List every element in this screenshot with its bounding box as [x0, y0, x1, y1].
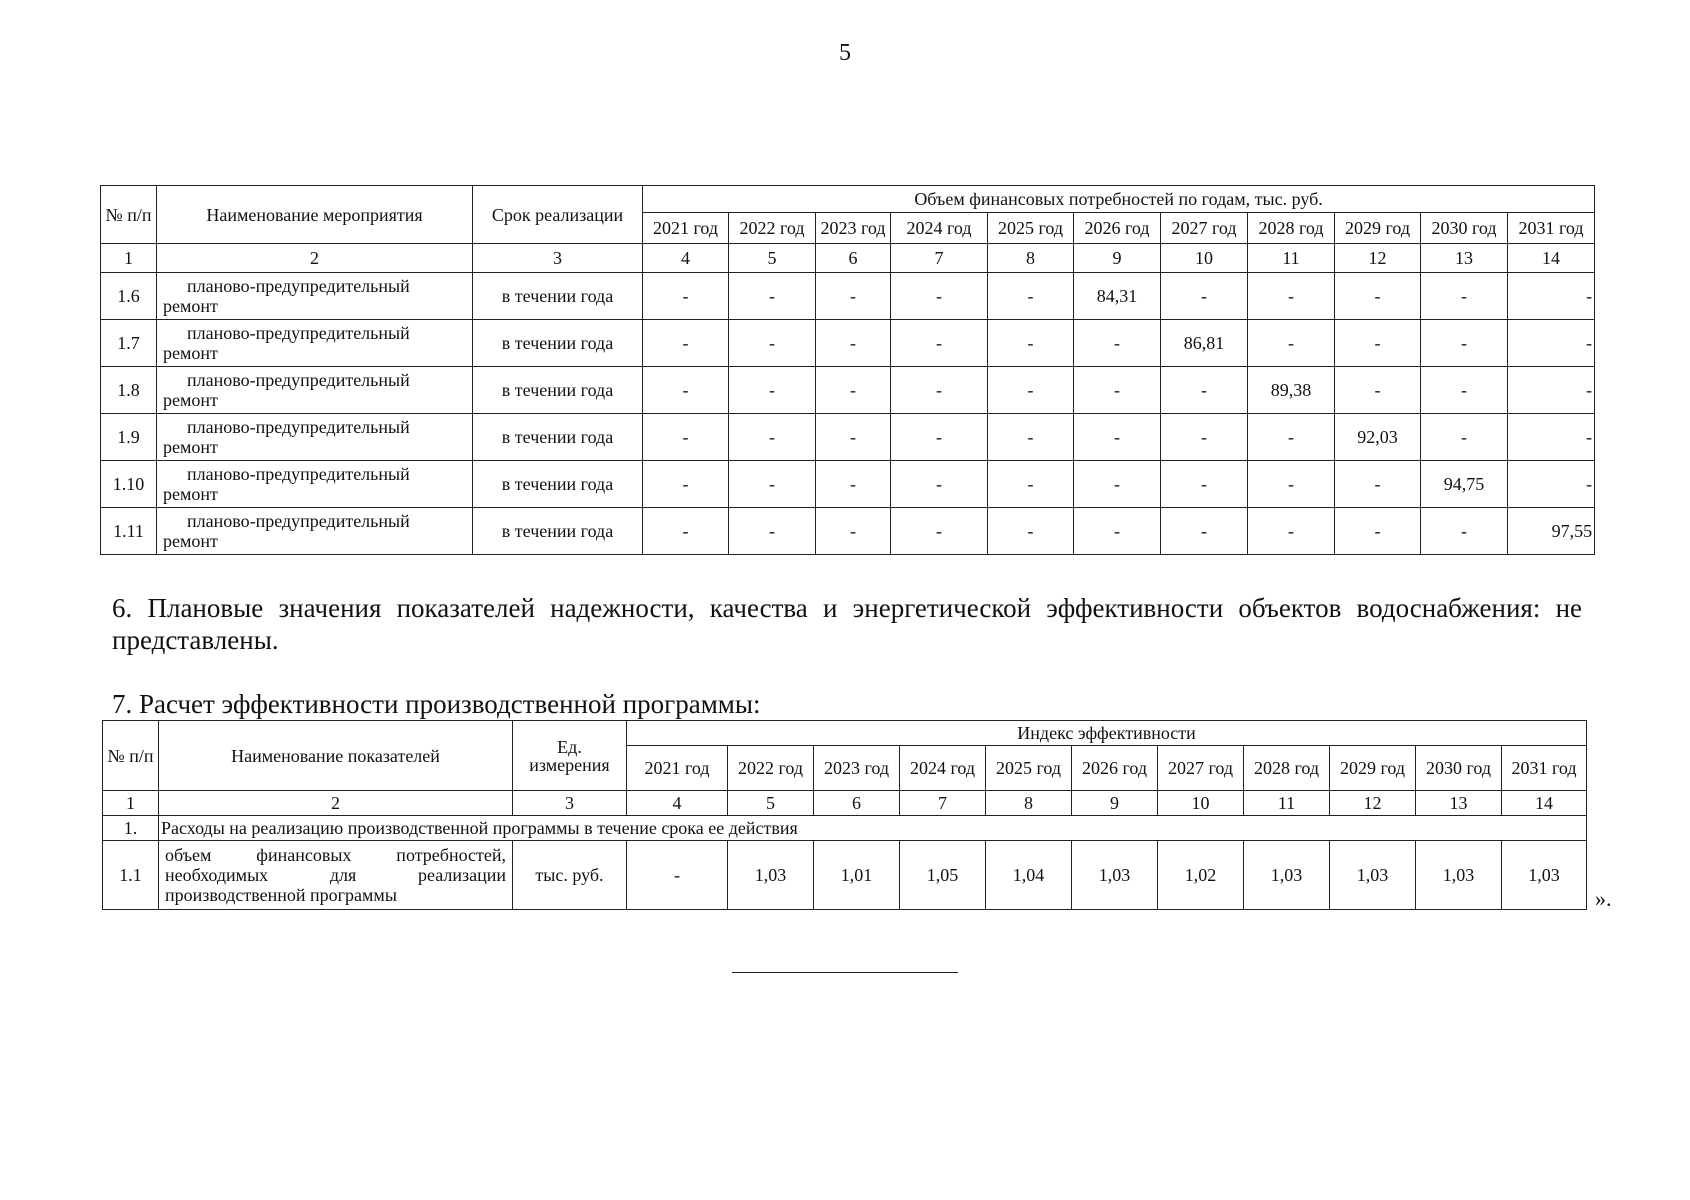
row-num: 1.8 — [101, 367, 157, 414]
value-cell: 1,03 — [728, 841, 814, 910]
year-header: 2021 год — [643, 213, 729, 244]
column-number: 6 — [814, 791, 900, 816]
closing-quote-mark: ». — [1595, 886, 1612, 911]
year-header: 2022 год — [729, 213, 816, 244]
year-header: 2024 год — [900, 746, 986, 791]
value-cell: - — [1161, 508, 1248, 555]
row-term: в течении года — [473, 414, 643, 461]
row-name — [157, 320, 473, 367]
year-header: 2028 год — [1248, 213, 1335, 244]
header-name: Наименование показателей — [159, 721, 513, 791]
value-cell: 1,03 — [1502, 841, 1587, 910]
value-cell: - — [643, 320, 729, 367]
column-number: 2 — [159, 791, 513, 816]
value-cell: 1,03 — [1072, 841, 1158, 910]
value-cell: - — [891, 320, 988, 367]
row-name-line: необходимых для реализации — [165, 865, 506, 885]
value-cell: - — [891, 508, 988, 555]
row-name — [157, 414, 473, 461]
row-term: в течении года — [473, 508, 643, 555]
row-name-line: ремонт — [163, 296, 218, 316]
column-number: 8 — [988, 244, 1074, 273]
row-num: 1.10 — [101, 461, 157, 508]
value-cell: - — [627, 841, 728, 910]
value-cell: - — [643, 367, 729, 414]
value-cell: - — [816, 461, 891, 508]
row-term: в течении года — [473, 367, 643, 414]
table-row — [101, 508, 1595, 555]
value-cell: 1,03 — [1244, 841, 1330, 910]
column-number: 6 — [816, 244, 891, 273]
row-num: 1.9 — [101, 414, 157, 461]
year-header: 2025 год — [986, 746, 1072, 791]
row-unit: тыс. руб. — [513, 841, 627, 910]
value-cell: - — [729, 320, 816, 367]
value-cell: - — [1508, 273, 1595, 320]
column-number: 14 — [1508, 244, 1595, 273]
financial-needs-table — [100, 185, 1595, 555]
value-cell: - — [816, 273, 891, 320]
column-number: 13 — [1416, 791, 1502, 816]
table-row — [101, 320, 1595, 367]
value-cell: - — [1508, 320, 1595, 367]
row-name-line: ремонт — [163, 437, 218, 457]
value-cell: - — [891, 414, 988, 461]
row-name-line: планово-предупредительный — [187, 417, 410, 437]
year-header: 2030 год — [1421, 213, 1508, 244]
section-row-text: Расходы на реализацию производственной программы в течение срока ее действия — [159, 816, 1587, 841]
year-header: 2028 год — [1244, 746, 1330, 791]
value-cell: - — [1421, 273, 1508, 320]
section-row-num: 1. — [103, 816, 159, 841]
value-cell: - — [816, 367, 891, 414]
column-number: 14 — [1502, 791, 1587, 816]
column-number: 10 — [1158, 791, 1244, 816]
header-term: Срок реализации — [473, 186, 643, 244]
section-7-heading: 7. Расчет эффективности производственной программы: — [112, 689, 761, 719]
row-term: в течении года — [473, 273, 643, 320]
row-term: в течении года — [473, 461, 643, 508]
value-cell: - — [729, 461, 816, 508]
value-cell: - — [643, 508, 729, 555]
value-cell: - — [891, 273, 988, 320]
value-cell: - — [643, 273, 729, 320]
row-name-line: объем финансовых потребностей, — [165, 845, 506, 865]
value-cell: 1,01 — [814, 841, 900, 910]
value-cell: - — [729, 414, 816, 461]
year-header: 2026 год — [1072, 746, 1158, 791]
value-cell: - — [1248, 273, 1335, 320]
value-cell: - — [1421, 508, 1508, 555]
column-number: 10 — [1161, 244, 1248, 273]
value-cell: - — [1074, 367, 1161, 414]
value-cell: - — [1421, 320, 1508, 367]
year-header: 2031 год — [1502, 746, 1587, 791]
row-name-line: планово-предупредительный — [187, 511, 410, 531]
value-cell: - — [1508, 461, 1595, 508]
column-number: 5 — [729, 244, 816, 273]
row-num: 1.7 — [101, 320, 157, 367]
row-name-line: планово-предупредительный — [187, 370, 410, 390]
year-header: 2027 год — [1161, 213, 1248, 244]
column-number: 8 — [986, 791, 1072, 816]
value-cell: - — [1335, 320, 1421, 367]
value-cell: - — [1074, 508, 1161, 555]
value-cell: - — [1335, 508, 1421, 555]
year-header: 2029 год — [1335, 213, 1421, 244]
value-cell: - — [816, 320, 891, 367]
year-header: 2024 год — [891, 213, 988, 244]
value-cell: - — [1074, 461, 1161, 508]
page-number: 5 — [839, 40, 851, 66]
row-name — [157, 273, 473, 320]
value-cell: 97,55 — [1508, 508, 1595, 555]
value-cell: - — [1421, 367, 1508, 414]
row-name — [157, 461, 473, 508]
year-header: 2025 год — [988, 213, 1074, 244]
section-6-heading: 6. Плановые значения показателей надежности, качества и энергетической эффективности объектов водоснабжения: не представлены. — [112, 593, 1582, 655]
value-cell: - — [891, 461, 988, 508]
value-cell: - — [729, 367, 816, 414]
value-cell: - — [729, 508, 816, 555]
value-cell: - — [891, 367, 988, 414]
column-number: 3 — [473, 244, 643, 273]
header-unit: Ед. измерения — [513, 721, 627, 791]
value-cell: - — [1074, 320, 1161, 367]
value-cell: - — [816, 414, 891, 461]
column-number: 4 — [643, 244, 729, 273]
year-header: 2031 год — [1508, 213, 1595, 244]
column-number: 9 — [1074, 244, 1161, 273]
column-number: 3 — [513, 791, 627, 816]
row-name — [157, 367, 473, 414]
value-cell: 86,81 — [1161, 320, 1248, 367]
row-name-line: производственной программы — [165, 885, 397, 905]
value-cell: - — [1161, 367, 1248, 414]
header-num: № п/п — [103, 721, 159, 791]
column-number: 9 — [1072, 791, 1158, 816]
year-header: 2029 год — [1330, 746, 1416, 791]
row-num: 1.6 — [101, 273, 157, 320]
value-cell: 1,05 — [900, 841, 986, 910]
row-term: в течении года — [473, 320, 643, 367]
efficiency-table — [102, 720, 1587, 910]
value-cell: - — [1508, 414, 1595, 461]
row-num: 1.11 — [101, 508, 157, 555]
header-index: Индекс эффективности — [627, 721, 1587, 746]
year-header: 2030 год — [1416, 746, 1502, 791]
value-cell: - — [1248, 320, 1335, 367]
column-number: 11 — [1244, 791, 1330, 816]
value-cell: - — [643, 461, 729, 508]
column-number: 7 — [891, 244, 988, 273]
value-cell: - — [1335, 367, 1421, 414]
column-number: 12 — [1335, 244, 1421, 273]
row-name — [159, 841, 513, 910]
value-cell: - — [816, 508, 891, 555]
table-row — [101, 414, 1595, 461]
column-number: 1 — [101, 244, 157, 273]
value-cell: - — [1335, 273, 1421, 320]
value-cell: 84,31 — [1074, 273, 1161, 320]
row-name-line: планово-предупредительный — [187, 276, 410, 296]
value-cell: - — [988, 508, 1074, 555]
value-cell: - — [1421, 414, 1508, 461]
year-header: 2022 год — [728, 746, 814, 791]
column-number: 2 — [157, 244, 473, 273]
value-cell: 1,04 — [986, 841, 1072, 910]
value-cell: - — [1248, 414, 1335, 461]
row-name-line: планово-предупредительный — [187, 464, 410, 484]
table-row — [101, 461, 1595, 508]
value-cell: - — [643, 414, 729, 461]
row-num: 1.1 — [103, 841, 159, 910]
value-cell: 1,02 — [1158, 841, 1244, 910]
value-cell: 92,03 — [1335, 414, 1421, 461]
value-cell: 89,38 — [1248, 367, 1335, 414]
value-cell: 1,03 — [1416, 841, 1502, 910]
year-header: 2026 год — [1074, 213, 1161, 244]
value-cell: 1,03 — [1330, 841, 1416, 910]
footer-rule — [732, 972, 958, 973]
year-header: 2021 год — [627, 746, 728, 791]
year-header: 2023 год — [816, 213, 891, 244]
value-cell: - — [729, 273, 816, 320]
row-name-line: ремонт — [163, 390, 218, 410]
column-number: 7 — [900, 791, 986, 816]
column-number: 1 — [103, 791, 159, 816]
value-cell: - — [1508, 367, 1595, 414]
year-header: 2023 год — [814, 746, 900, 791]
column-number: 12 — [1330, 791, 1416, 816]
value-cell: - — [988, 414, 1074, 461]
row-name-line: ремонт — [163, 484, 218, 504]
value-cell: - — [1161, 461, 1248, 508]
value-cell: - — [1248, 461, 1335, 508]
row-name-line: ремонт — [163, 531, 218, 551]
column-number: 4 — [627, 791, 728, 816]
value-cell: - — [1074, 414, 1161, 461]
value-cell: - — [1161, 273, 1248, 320]
value-cell: - — [988, 367, 1074, 414]
header-num: № п/п — [101, 186, 157, 244]
row-name-line: ремонт — [163, 343, 218, 363]
row-name-line: планово-предупредительный — [187, 323, 410, 343]
value-cell: - — [988, 461, 1074, 508]
year-header: 2027 год — [1158, 746, 1244, 791]
value-cell: - — [1161, 414, 1248, 461]
table-row — [101, 367, 1595, 414]
column-number: 5 — [728, 791, 814, 816]
header-name: Наименование мероприятия — [157, 186, 473, 244]
column-number: 11 — [1248, 244, 1335, 273]
value-cell: - — [988, 320, 1074, 367]
value-cell: 94,75 — [1421, 461, 1508, 508]
value-cell: - — [1248, 508, 1335, 555]
table-row — [101, 273, 1595, 320]
row-name — [157, 508, 473, 555]
value-cell: - — [1335, 461, 1421, 508]
column-number: 13 — [1421, 244, 1508, 273]
value-cell: - — [988, 273, 1074, 320]
header-volume: Объем финансовых потребностей по годам, тыс. руб. — [643, 186, 1595, 213]
